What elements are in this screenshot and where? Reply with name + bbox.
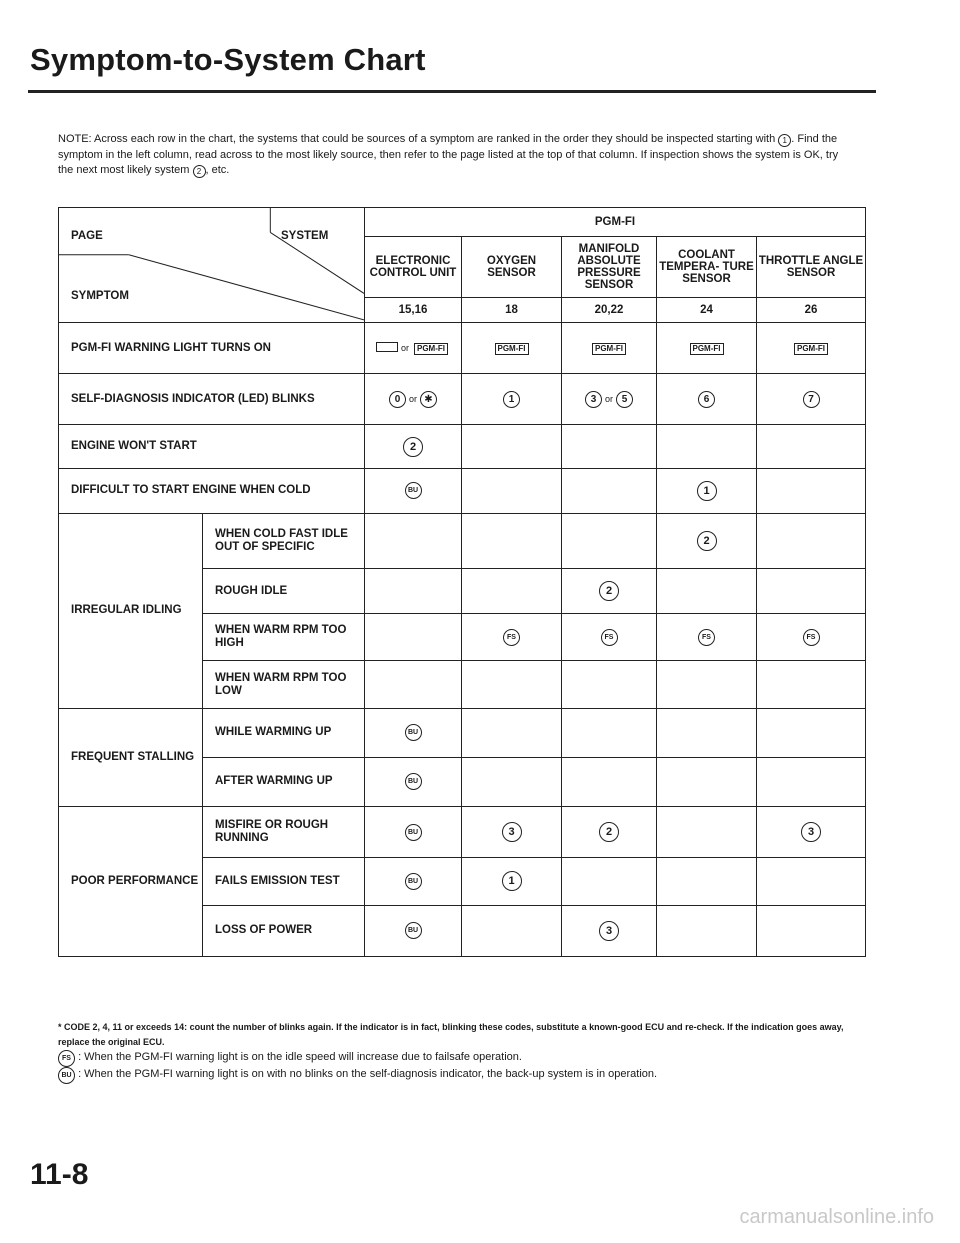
col-coolant-sensor: COOLANT TEMPERA- TURE SENSOR — [657, 236, 757, 298]
col-oxygen-sensor: OXYGEN SENSOR — [462, 236, 562, 298]
symptom-rough-idle: ROUGH IDLE — [203, 569, 365, 614]
symptom-label: SYMPTOM — [71, 290, 129, 302]
symptom-emission: FAILS EMISSION TEST — [203, 858, 365, 905]
backup-mark: BU — [58, 1067, 75, 1084]
led-code-icon: ✱ — [420, 391, 437, 408]
backup-mark: BU — [405, 482, 422, 499]
symptom-difficult-cold: DIFFICULT TO START ENGINE WHEN COLD — [59, 468, 365, 513]
cell-diag-map: 3 or 5 — [562, 374, 657, 425]
footer-notes — [58, 1020, 858, 1084]
cell-diag-oxygen — [462, 374, 562, 425]
note-text-c: , etc. — [205, 164, 230, 176]
note-text-a: NOTE: Across each row in the chart, the systems that could be sources of a symptom are ranked in the order they should be inspected starting with — [58, 133, 779, 145]
rank-3-mark: 3 — [502, 822, 522, 842]
cell-cold-coolant — [657, 468, 757, 513]
page-number: 11-8 — [30, 1158, 89, 1191]
cell-diag-coolant — [657, 374, 757, 425]
symptom-self-diagnosis: SELF-DIAGNOSIS INDICATOR (LED) BLINKS — [59, 374, 365, 425]
lamp-off-icon — [376, 342, 398, 352]
backup-mark: BU — [405, 724, 422, 741]
cell-high-throttle — [757, 614, 866, 661]
page-coolant: 24 — [657, 298, 757, 323]
cell-diag-throttle — [757, 374, 866, 425]
circled-mark: 2 — [193, 165, 206, 178]
cell-cold-ecu — [365, 468, 462, 513]
cell-misfire-throttle — [757, 807, 866, 858]
cell-emission-oxygen — [462, 858, 562, 905]
cell-high-map — [562, 614, 657, 661]
cell-while-ecu — [365, 708, 462, 757]
warning-lamp-icon: PGM-FI — [794, 343, 828, 355]
backup-mark: BU — [405, 922, 422, 939]
group-frequent-stalling: FREQUENT STALLING — [59, 708, 203, 806]
cell-misfire-map — [562, 807, 657, 858]
cell-wontstart-ecu — [365, 425, 462, 468]
cell-warning-oxygen — [462, 322, 562, 373]
page-title: Symptom-to-System Chart — [30, 42, 426, 77]
failsafe-mark: FS — [503, 629, 520, 646]
backup-note: BU : When the PGM-FI warning light is on with no blinks on the self-diagnosis indicator, the back-up system is in operation. — [58, 1067, 858, 1084]
rank-2-mark: 2 — [599, 822, 619, 842]
note-paragraph — [58, 132, 848, 179]
col-ecu: ELECTRONIC CONTROL UNIT — [365, 236, 462, 298]
led-code-icon: 7 — [803, 391, 820, 408]
symptom-warning-light: PGM-FI WARNING LIGHT TURNS ON — [59, 322, 365, 373]
led-code-icon: 5 — [616, 391, 633, 408]
symptom-after-warming: AFTER WARMING UP — [203, 757, 365, 806]
cell-warning-map — [562, 322, 657, 373]
backup-mark: BU — [405, 824, 422, 841]
page-label: PAGE — [71, 230, 103, 242]
page-map: 20,22 — [562, 298, 657, 323]
rank-2-mark: 2 — [403, 437, 423, 457]
header-corner-cell — [59, 208, 365, 323]
cell-misfire-oxygen — [462, 807, 562, 858]
col-throttle-sensor: THROTTLE ANGLE SENSOR — [757, 236, 866, 298]
page-oxygen: 18 — [462, 298, 562, 323]
warning-lamp-icon: PGM-FI — [495, 343, 529, 355]
failsafe-mark: FS — [601, 629, 618, 646]
backup-mark: BU — [405, 873, 422, 890]
symptom-loss-power: LOSS OF POWER — [203, 905, 365, 956]
symptom-system-table — [58, 207, 866, 957]
cell-high-oxygen — [462, 614, 562, 661]
cell-emission-ecu — [365, 858, 462, 905]
warning-lamp-icon: PGM-FI — [592, 343, 626, 355]
rank-2-mark: 2 — [697, 531, 717, 551]
page-throttle: 26 — [757, 298, 866, 323]
cell-fastidle-coolant — [657, 513, 757, 568]
failsafe-mark: FS — [698, 629, 715, 646]
symptom-wont-start: ENGINE WON'T START — [59, 425, 365, 468]
cell-after-ecu — [365, 757, 462, 806]
page-ecu: 15,16 — [365, 298, 462, 323]
rank-1-mark: 1 — [697, 481, 717, 501]
cell-warning-ecu: or PGM-FI — [365, 322, 462, 373]
rank-3-mark: 3 — [599, 921, 619, 941]
title-rule — [28, 90, 876, 93]
cell-warning-throttle — [757, 322, 866, 373]
cell-power-map — [562, 905, 657, 956]
failsafe-mark: FS — [803, 629, 820, 646]
symptom-while-warming: WHILE WARMING UP — [203, 708, 365, 757]
cell-misfire-ecu — [365, 807, 462, 858]
group-poor-performance: POOR PERFORMANCE — [59, 807, 203, 957]
corner-diagonal-lines — [59, 208, 364, 322]
led-code-icon: 1 — [503, 391, 520, 408]
symptom-fast-idle: WHEN COLD FAST IDLE OUT OF SPECIFIC — [203, 513, 365, 568]
col-map-sensor: MANIFOLD ABSOLUTE PRESSURE SENSOR — [562, 236, 657, 298]
symptom-misfire: MISFIRE OR ROUGH RUNNING — [203, 807, 365, 858]
failsafe-mark: FS — [58, 1050, 75, 1067]
cell-diag-ecu: 0 or ✱ — [365, 374, 462, 425]
warning-lamp-icon: PGM-FI — [414, 343, 448, 355]
cell-high-coolant — [657, 614, 757, 661]
symptom-warm-high: WHEN WARM RPM TOO HIGH — [203, 614, 365, 661]
rank-1-mark: 1 — [502, 871, 522, 891]
code-note: * CODE 2, 4, 11 or exceeds 14: count the number of blinks again. If the indicator is in fact, blinking these codes, substitute a known-good ECU and re-check. If the indication goes away, replace the original ECU. — [58, 1022, 844, 1047]
symptom-warm-low: WHEN WARM RPM TOO LOW — [203, 661, 365, 708]
cell-warning-coolant — [657, 322, 757, 373]
system-label: SYSTEM — [281, 230, 329, 242]
led-code-icon: 0 — [389, 391, 406, 408]
pgm-fi-group-header: PGM-FI — [365, 208, 866, 237]
cell-power-ecu — [365, 905, 462, 956]
warning-lamp-icon: PGM-FI — [690, 343, 724, 355]
rank-3-mark: 3 — [801, 822, 821, 842]
led-code-icon: 6 — [698, 391, 715, 408]
group-irregular-idling: IRREGULAR IDLING — [59, 513, 203, 708]
backup-mark: BU — [405, 773, 422, 790]
led-code-icon: 3 — [585, 391, 602, 408]
failsafe-note: FS : When the PGM-FI warning light is on the idle speed will increase due to failsafe operation. — [58, 1050, 858, 1067]
rank-2-mark: 2 — [599, 581, 619, 601]
watermark: carmanualsonline.info — [739, 1206, 934, 1228]
cell-rough-map — [562, 569, 657, 614]
note-text-b: . Find the symptom in the left column, read across to the most likely source, then refer to the page listed at the top of that column. If inspection shows the system is OK, try the next most likely system — [58, 133, 839, 176]
circled-mark: 1 — [778, 134, 791, 147]
